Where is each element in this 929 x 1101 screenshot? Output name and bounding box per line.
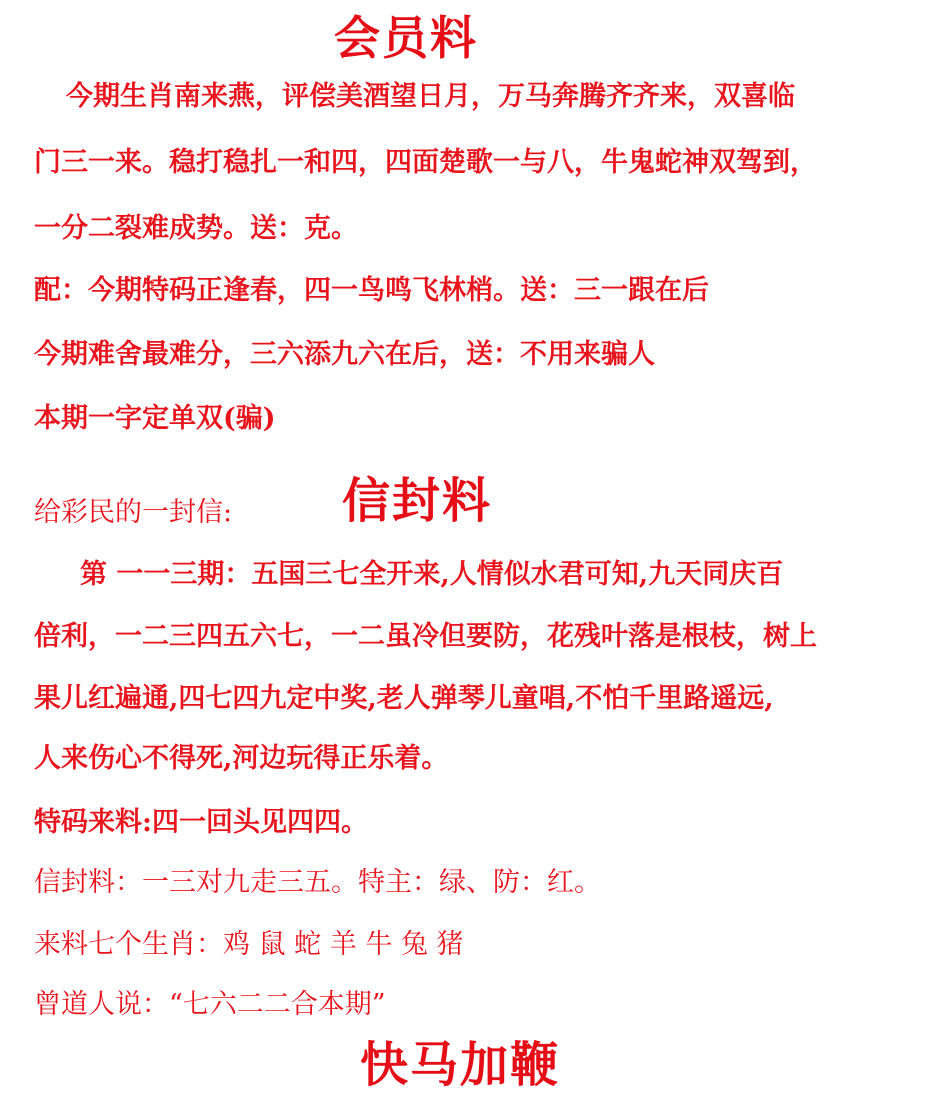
paragraph-line: 第 一一三期：五国三七全开来,人情似水君可知,九天同庆百 (80, 559, 784, 590)
paragraph-line: 倍利，一二三四五六七，一二虽冷但要防，花残叶落是根枝，树上 (34, 621, 817, 652)
section-title-huiyuanliao: 会员料 (334, 11, 478, 65)
paragraph-line: 一分二裂难成势。送：克。 (34, 213, 358, 244)
paragraph-line: 配：今期特码正逢春，四一鸟鸣飞林梢。送：三一跟在后 (34, 275, 709, 306)
paragraph-line: 曾道人说：“七六二二合本期” (34, 989, 386, 1020)
paragraph-line: 特码来料:四一回头见四四。 (34, 807, 368, 838)
letter-intro: 给彩民的一封信: (34, 497, 233, 528)
section-title-kuaimajiabian: 快马加鞭 (360, 1037, 561, 1093)
paragraph-line: 信封料：一三对九走三五。特主：绿、防：红。 (34, 867, 601, 898)
paragraph-line: 门三一来。稳打稳扎一和四，四面楚歌一与八，牛鬼蛇神双驾到， (34, 147, 817, 178)
paragraph-line: 果儿红遍通,四七四九定中奖,老人弹琴儿童唱,不怕千里路遥远, (34, 683, 774, 714)
paragraph-line: 今期生肖南来燕，评偿美酒望日月，万马奔腾齐齐来，双喜临 (66, 81, 795, 112)
paragraph-line: 本期一字定单双(骗) (34, 403, 276, 434)
paragraph-line: 来料七个生肖：鸡 鼠 蛇 羊 牛 兔 猪 (34, 929, 464, 960)
paragraph-line: 今期难舍最难分，三六添九六在后，送：不用来骗人 (34, 339, 655, 370)
paragraph-line: 人来伤心不得死,河边玩得正乐着。 (34, 743, 449, 774)
section-title-xinfengliao: 信封料 (342, 473, 493, 529)
